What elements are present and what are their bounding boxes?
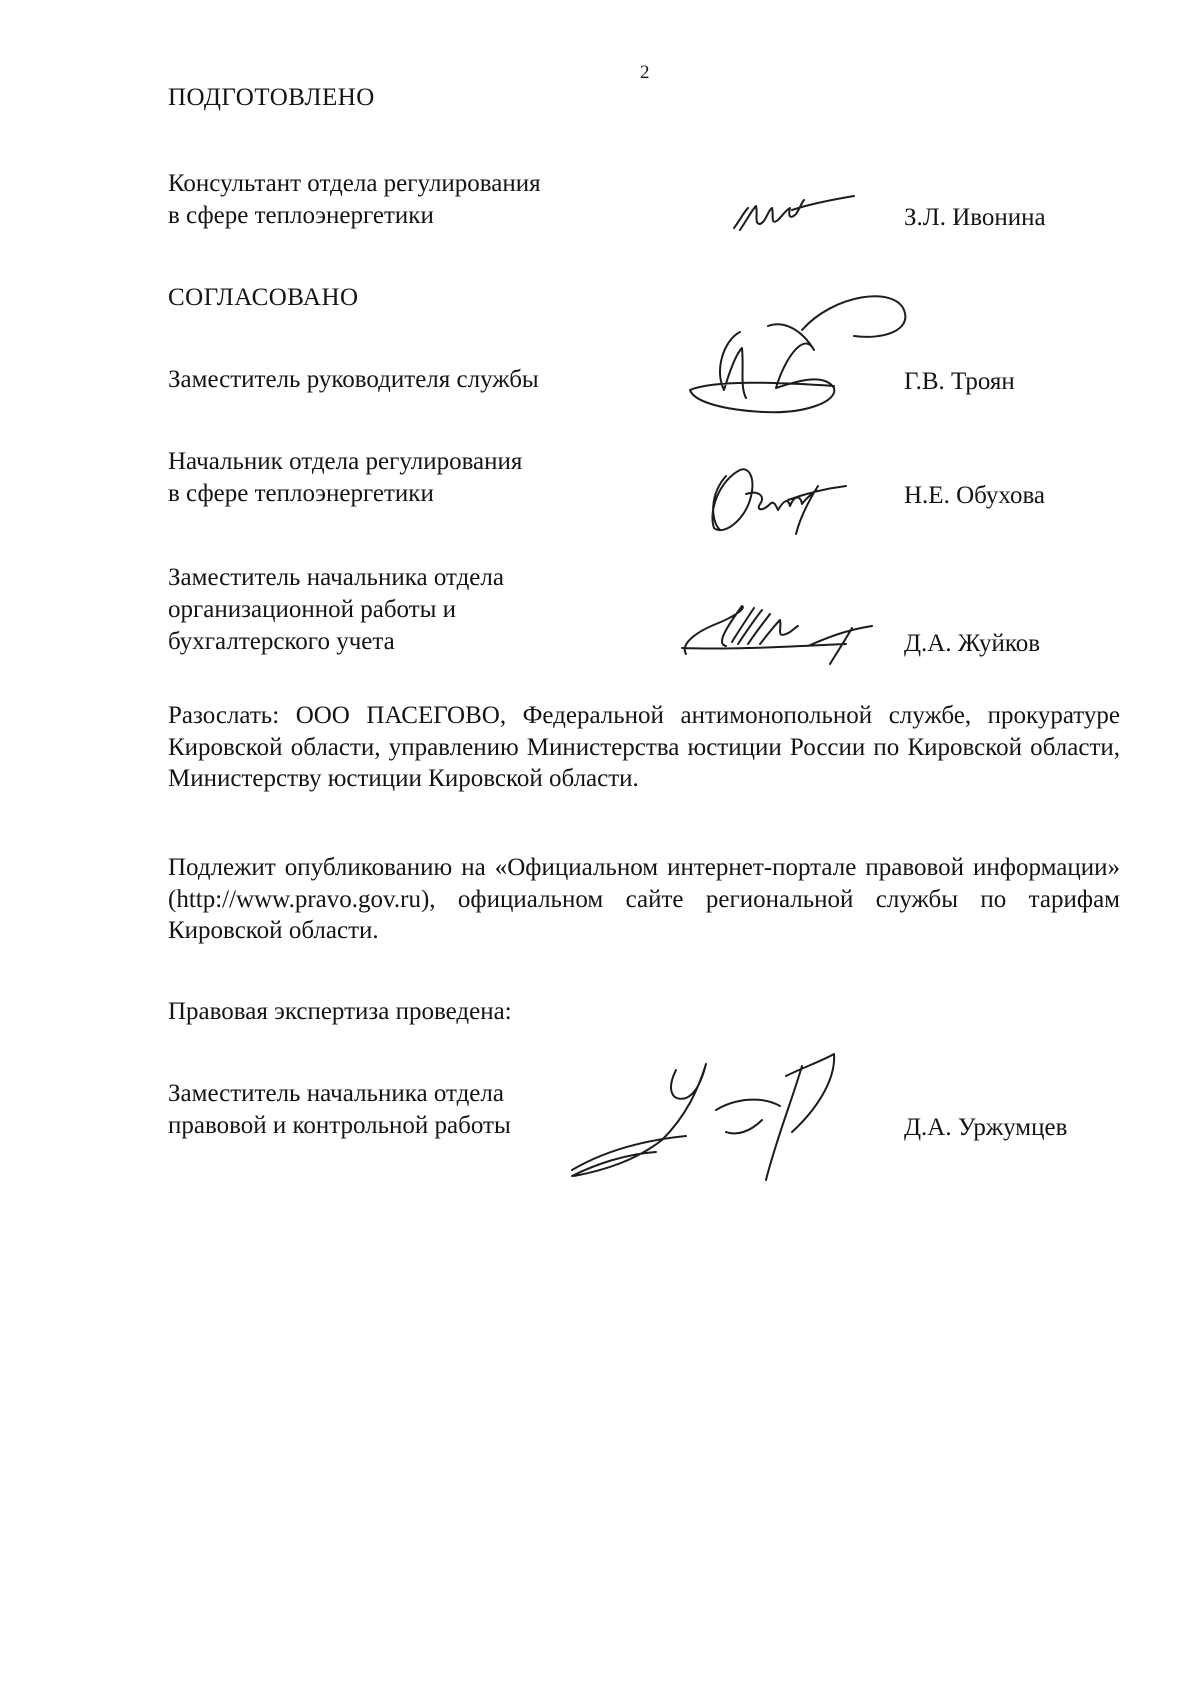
obukhova-position-line-1: Начальник отдела регулирования (168, 448, 523, 475)
legal-review-label: Правовая экспертиза проведена: (168, 998, 512, 1025)
obukhova-name: Н.Е. Обухова (904, 482, 1046, 509)
zhuykov-position-line-3: бухгалтерского учета (168, 628, 395, 655)
signature-troyan (684, 290, 914, 450)
prepared-position-line-2: в сфере теплоэнергетики (168, 202, 434, 229)
prepared-heading: ПОДГОТОВЛЕНО (168, 84, 375, 111)
distribution-text: Разослать: ООО ПАСЕГОВО, Федеральной антимонопольной службе, прокуратуре Кировской области, управлению Министерства юстиции России по Кировской области, Министерству юстиции Кировской области. (168, 702, 1120, 792)
legal-review-position-line-2: правовой и контрольной работы (168, 1112, 511, 1139)
publication-text: Подлежит опубликованию на «Официальном интернет-портале правовой информации» (http://www.pravo.gov.ru), официальном сайте региональной службы по тарифам Кировской области. (168, 854, 1120, 944)
zhuykov-position-line-1: Заместитель начальника отдела (168, 564, 504, 591)
agreed-heading: СОГЛАСОВАНО (168, 284, 359, 311)
signature-urzhumtsev (566, 1040, 866, 1190)
legal-review-position-line-1: Заместитель начальника отдела (168, 1080, 504, 1107)
legal-review-name: Д.А. Уржумцев (904, 1114, 1068, 1141)
distribution-paragraph (168, 700, 1120, 795)
page-number: 2 (640, 62, 650, 83)
troyan-position-line-1: Заместитель руководителя службы (168, 366, 539, 393)
signature-ivonina (730, 190, 860, 240)
publication-paragraph (168, 852, 1120, 947)
troyan-name: Г.В. Троян (904, 368, 1015, 395)
signature-zhuykov (676, 598, 916, 668)
prepared-name: З.Л. Ивонина (904, 204, 1046, 231)
prepared-position-line-1: Консультант отдела регулирования (168, 170, 541, 197)
zhuykov-name: Д.А. Жуйков (904, 630, 1041, 657)
obukhova-position-line-2: в сфере теплоэнергетики (168, 480, 434, 507)
zhuykov-position-line-2: организационной работы и (168, 596, 457, 623)
signature-obukhova (700, 450, 850, 540)
